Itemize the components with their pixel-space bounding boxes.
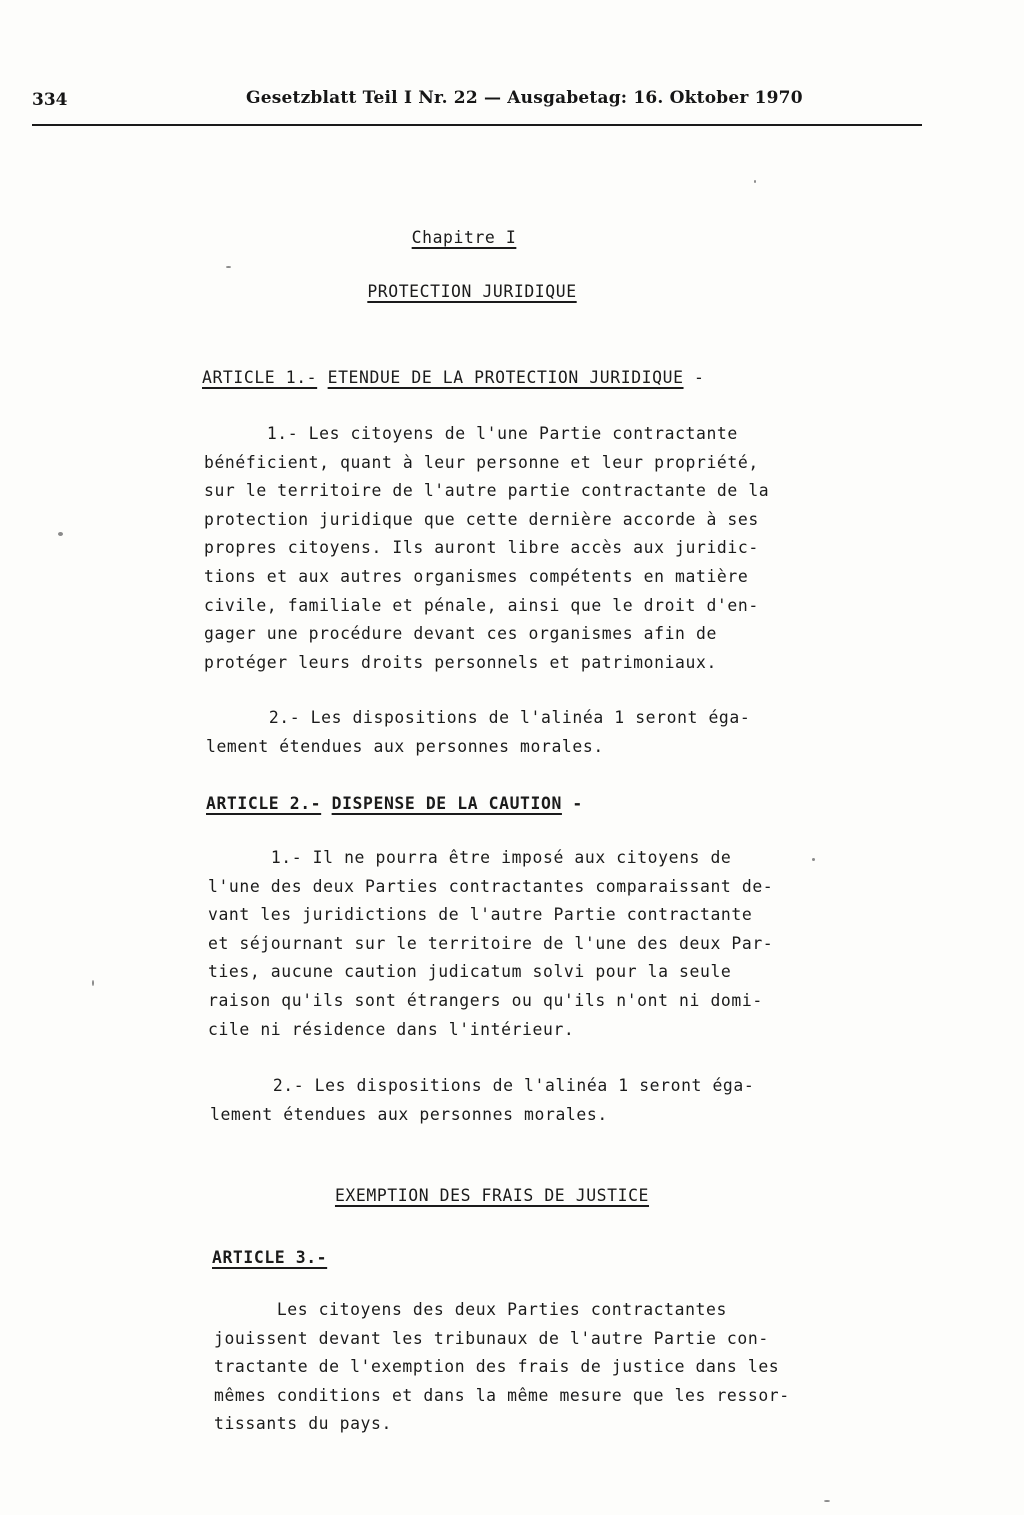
article-1-title: ETENDUE DE LA PROTECTION JURIDIQUE	[327, 368, 684, 387]
article-2-suffix: -	[572, 794, 583, 813]
scan-speck	[226, 266, 231, 268]
article-1-label: ARTICLE 1.-	[202, 368, 318, 387]
scan-speck	[812, 858, 815, 861]
article-2-paragraph-1: 1.- Il ne pourra être imposé aux citoyens de l'une des deux Parties contractantes comparaissant de- vant les juridictions de l'autre Partie contractante et séjournant sur le territoire de l'une des deux Par- ties, aucune caution judicatum solvi pour la seule raison qu'ils sont étrangers ou qu'ils n'ont ni domi- cile ni résidence dans l'intérieur.	[208, 848, 774, 1039]
page-number: 334	[32, 90, 68, 110]
scan-speck	[824, 1500, 830, 1502]
article-2-heading	[206, 794, 583, 813]
article-3-heading	[212, 1248, 327, 1267]
article-1-suffix: -	[694, 368, 705, 387]
article-1-paragraph-2: 2.- Les dispositions de l'alinéa 1 seront éga- lement étendues aux personnes morales.	[206, 708, 751, 756]
article-2-paragraph-2: 2.- Les dispositions de l'alinéa 1 seront éga- lement étendues aux personnes morales.	[210, 1076, 755, 1124]
scan-speck	[754, 180, 756, 183]
scan-speck	[58, 532, 63, 536]
chapter-subtitle: PROTECTION JURIDIQUE	[367, 282, 577, 301]
exemption-section-title: EXEMPTION DES FRAIS DE JUSTICE	[334, 1186, 650, 1205]
chapter-title: Chapitre I	[411, 228, 517, 247]
article-3-label: ARTICLE 3.-	[212, 1248, 328, 1267]
article-2-label: ARTICLE 2.-	[206, 794, 322, 813]
page-header	[32, 84, 922, 126]
article-1-paragraph-1: 1.- Les citoyens de l'une Partie contractante bénéficient, quant à leur personne et leur propriété, sur le territoire de l'autre partie contractante de la protection juridique que cette dernière accorde à ses propres citoyens. Ils auront libre accès aux juridic- tions et aux autres organismes compétents en matière civile, familiale et pénale, ainsi que le droit d'en- gager une procédure devant ces organismes afin de protéger leurs droits personnels et patrimoniaux.	[204, 424, 770, 672]
gazette-header-title: Gesetzblatt Teil I Nr. 22 — Ausgabetag: 16. Oktober 1970	[246, 88, 803, 108]
scan-speck	[92, 980, 94, 986]
article-2-title: DISPENSE DE LA CAUTION	[331, 794, 562, 813]
article-3-paragraph-1: Les citoyens des deux Parties contractantes jouissent devant les tribunaux de l'autre Partie con- tractante de l'exemption des frais de justice dans les mêmes conditions et dans la même mesure que les ressor- tissants du pays.	[214, 1300, 790, 1434]
article-1-heading	[202, 368, 704, 387]
